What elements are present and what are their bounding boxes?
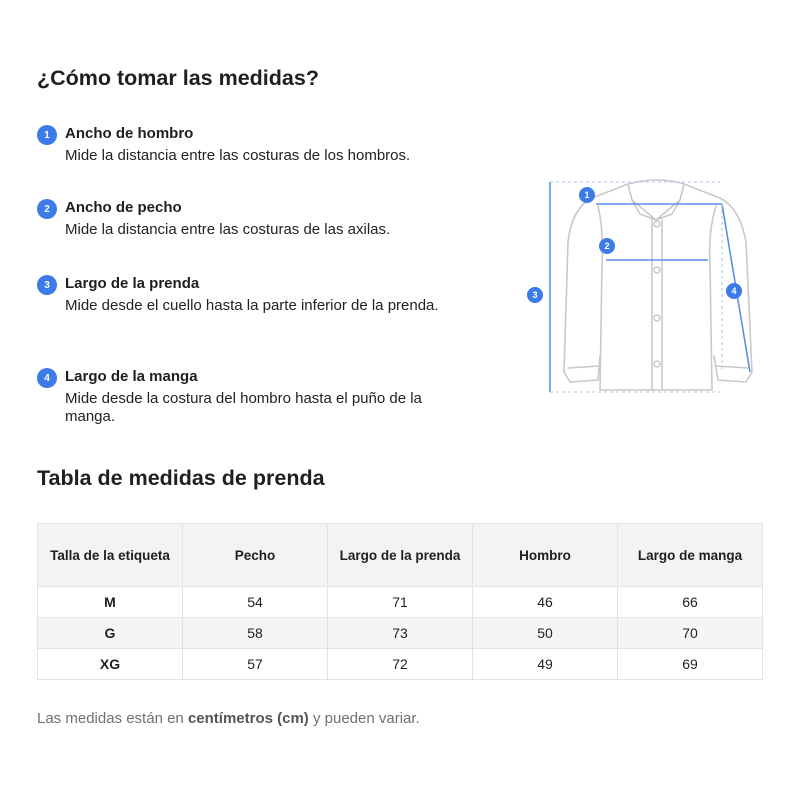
step-number-badge: 1: [37, 125, 57, 145]
step-number-badge: 2: [37, 199, 57, 219]
table-cell: XG: [38, 649, 183, 680]
step-garment-length: [37, 274, 457, 315]
step-title: Ancho de hombro: [65, 125, 194, 142]
diagram-marker-2: 2: [604, 241, 610, 251]
measure-guide-title: ¿Cómo tomar las medidas?: [37, 66, 319, 90]
table-cell: 72: [328, 649, 473, 680]
step-description: Mide la distancia entre las costuras de los hombros.: [65, 147, 411, 164]
step-number-badge: 3: [37, 275, 57, 295]
column-header-shoulder: Hombro: [473, 524, 618, 587]
step-title: Largo de la prenda: [65, 275, 200, 292]
table-header-row: [38, 524, 763, 587]
diagram-marker-1: 1: [584, 190, 590, 200]
footnote-suffix: y pueden variar.: [308, 710, 420, 727]
step-description: Mide la distancia entre las costuras de las axilas.: [65, 221, 391, 238]
footnote-prefix: Las medidas están en: [37, 710, 188, 727]
step-sleeve-length: [37, 367, 457, 426]
table-cell: 49: [473, 649, 618, 680]
table-cell: 70: [618, 618, 763, 649]
size-table-title: Tabla de medidas de prenda: [37, 466, 325, 490]
table-cell: 73: [328, 618, 473, 649]
diagram-marker-4: 4: [731, 286, 737, 296]
size-chart-table: [37, 523, 763, 680]
table-cell: 54: [183, 587, 328, 618]
table-cell: G: [38, 618, 183, 649]
table-row: [38, 618, 763, 649]
step-description: Mide desde la costura del hombro hasta el puño de la manga.: [65, 390, 422, 425]
table-row: [38, 649, 763, 680]
diagram-marker-3: 3: [532, 290, 538, 300]
table-cell: 71: [328, 587, 473, 618]
step-chest-width: [37, 198, 457, 239]
table-cell: M: [38, 587, 183, 618]
table-cell: 57: [183, 649, 328, 680]
column-header-chest: Pecho: [183, 524, 328, 587]
step-title: Largo de la manga: [65, 368, 198, 385]
table-cell: 58: [183, 618, 328, 649]
column-header-sleeve-length: Largo de manga: [618, 524, 763, 587]
table-row: [38, 587, 763, 618]
footnote-units: centímetros (cm): [187, 710, 309, 727]
column-header-size-label: Talla de la etiqueta: [38, 524, 183, 587]
column-header-garment-length: Largo de la prenda: [328, 524, 473, 587]
step-number-badge: 4: [37, 368, 57, 388]
table-cell: 66: [618, 587, 763, 618]
step-shoulder-width: [37, 124, 457, 165]
table-cell: 46: [473, 587, 618, 618]
table-cell: 50: [473, 618, 618, 649]
units-footnote: [37, 710, 420, 727]
shirt-measurement-diagram-icon: [520, 172, 760, 402]
step-description: Mide desde el cuello hasta la parte inferior de la prenda.: [65, 297, 439, 314]
step-title: Ancho de pecho: [65, 199, 182, 216]
table-cell: 69: [618, 649, 763, 680]
